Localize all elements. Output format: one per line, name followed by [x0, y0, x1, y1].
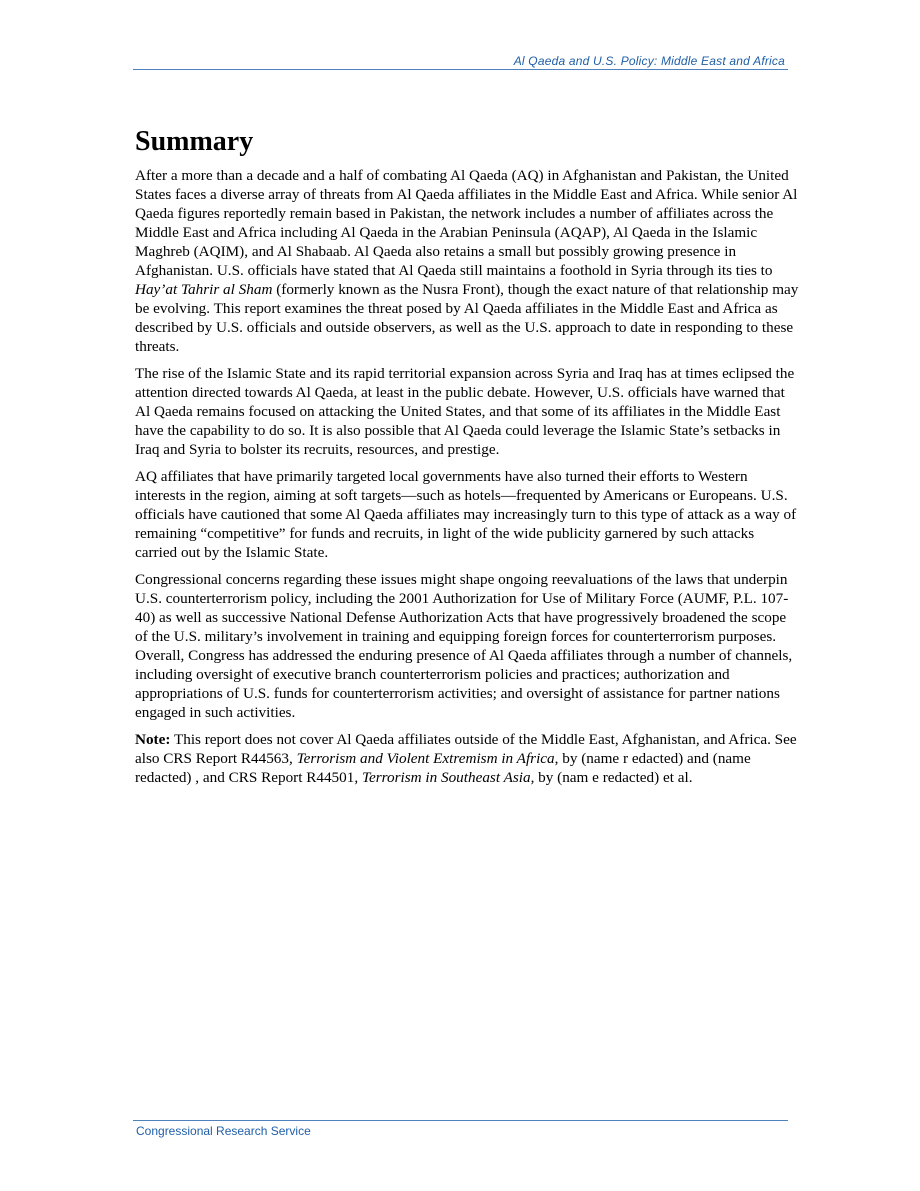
summary-paragraph-2: The rise of the Islamic State and its rapid territorial expansion across Syria and Iraq has at times eclipsed the attention directed towards Al Qaeda, at least in the public debate. However, U.S. officials have warned that Al Qaeda remains focused on attacking the United States, and that some of its affiliates in the Middle East have the capability to do so. It is also possible that Al Qaeda could leverage the Islamic State’s setbacks in Iraq and Syria to bolster its recruits, resources, and prestige. [135, 365, 795, 458]
section-heading: Summary [135, 126, 254, 157]
header-title: Al Qaeda and U.S. Policy: Middle East and Africa [513, 54, 785, 68]
running-header [133, 52, 788, 70]
page-footer [133, 1120, 788, 1138]
organization-name-italic: Hay’at Tahrir al Sham [135, 281, 273, 298]
footer-organization: Congressional Research Service [136, 1124, 311, 1138]
summary-paragraph-1: After a more than a decade and a half of combating Al Qaeda (AQ) in Afghanistan and Pakistan, the United States faces a diverse array of threats from Al Qaeda affiliates in the Middle East and Africa. While senior Al Qaeda figures reportedly remain based in Pakistan, the network includes a number of affiliates across the Middle East and Africa including Al Qaeda in the Arabian Peninsula (AQAP), Al Qaeda in the Islamic Maghreb (AQIM), and Al Shabaab. Al Qaeda also retains a small but possibly growing presence in Afghanistan. U.S. officials have stated that Al Qaeda still maintains a foothold in Syria through its ties to Hay’at Tahrir al Sham (formerly known as the Nusra Front), though the exact nature of that relationship may be evolving. This report examines the threat posed by Al Qaeda affiliates in the Middle East and Africa as described by U.S. officials and outside observers, as well as the U.S. approach to date in responding to these threats. [135, 167, 799, 355]
report-title-africa: Terrorism and Violent Extremism in Africa [296, 750, 555, 767]
report-title-southeast-asia: Terrorism in Southeast Asia [361, 769, 531, 786]
note-label: Note: [135, 731, 171, 748]
summary-paragraph-3: AQ affiliates that have primarily targeted local governments have also turned their efforts to Western interests in the region, aiming at soft targets—such as hotels—frequented by Americans or Europeans. U.S. officials have cautioned that some Al Qaeda affiliates may increasingly turn to this type of attack as a way of remaining “competitive” for funds and recruits, in light of the wide publicity garnered by such attacks carried out by the Islamic State. [135, 468, 797, 561]
summary-section [135, 124, 800, 795]
summary-paragraph-4: Congressional concerns regarding these issues might shape ongoing reevaluations of the laws that underpin U.S. counterterrorism policy, including the 2001 Authorization for Use of Military Force (AUMF, P.L. 107-40) as well as successive National Defense Authorization Acts that have progressively broadened the scope of the U.S. military’s involvement in training and equipping foreign forces for counterterrorism purposes. Overall, Congress has addressed the enduring presence of Al Qaeda affiliates through a number of channels, including oversight of executive branch counterterrorism policies and practices; authorization and appropriations of U.S. funds for counterterrorism activities; and oversight of assistance for partner nations engaged in such activities. [135, 571, 793, 721]
note-paragraph: Note: This report does not cover Al Qaeda affiliates outside of the Middle East, Afghanistan, and Africa. See also CRS Report R44563, Terrorism and Violent Extremism in Africa, by (name r edacted) and (name redacted) , and CRS Report R44501, Terrorism in Southeast Asia, by (nam e redacted) et al. [135, 731, 797, 786]
